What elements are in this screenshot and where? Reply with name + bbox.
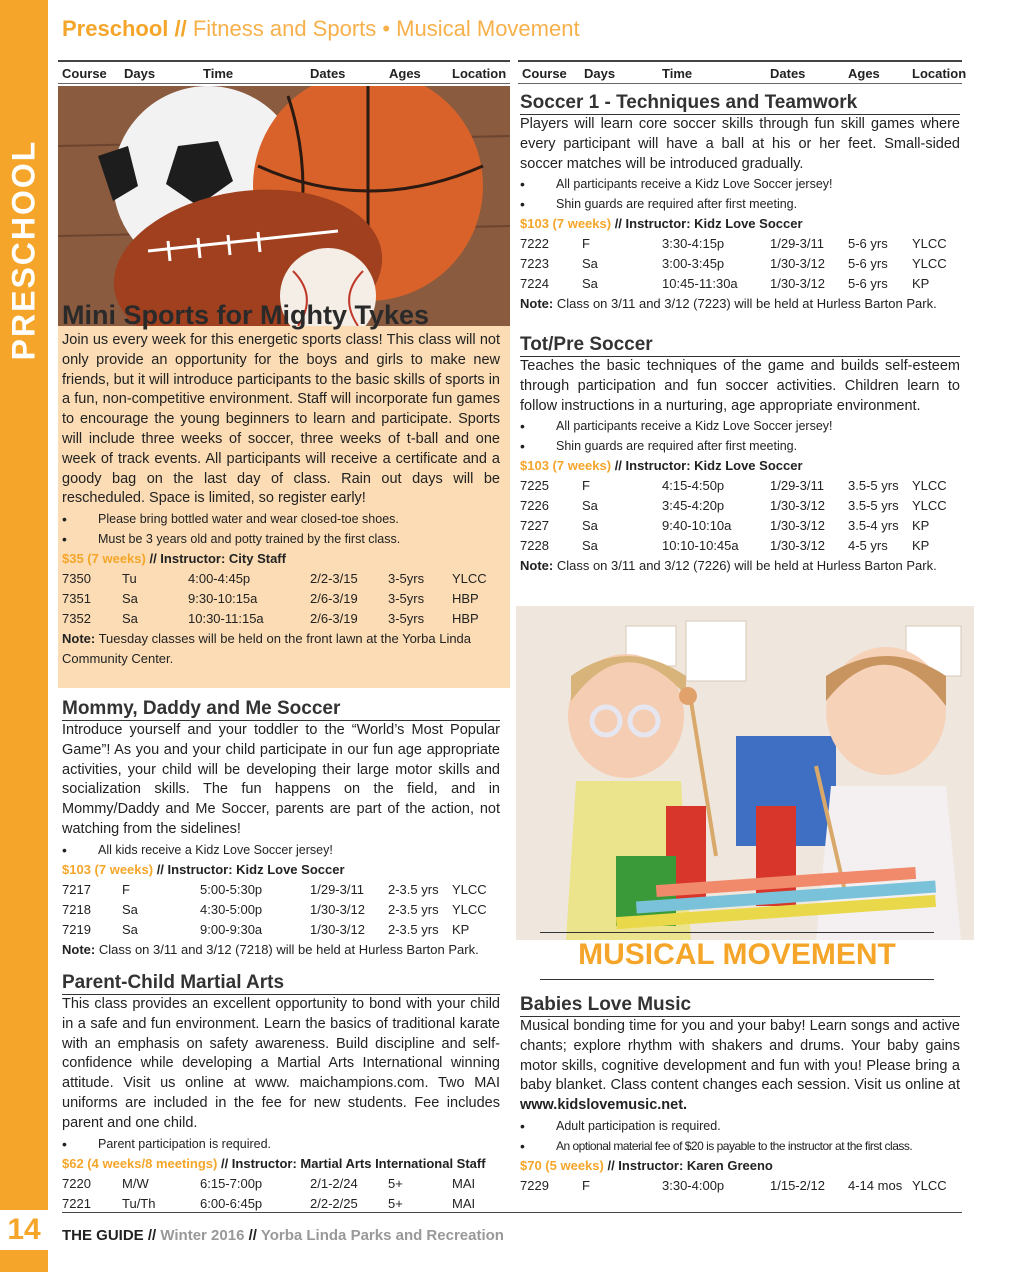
mini-instructor: // Instructor: City Staff: [145, 551, 286, 567]
page-footer: [62, 1212, 962, 1244]
babies-music-title: Babies Love Music: [520, 994, 960, 1017]
mini-sports-desc: Join us every week for this energetic sports class! This class will not only provide an opportunity for the boys and girls to make new friends, but it will introduce participants to the basic skills of sports in a fun, non-competitive environment. Staff will incorporate fun games to encourage the young beginners to learn and participate. Sports will include three weeks of soccer, three weeks of t-ball and one week of track events. All participants will receive a certificate and a goody bag on the last day of class. Rain out days will be rescheduled. Space is limited, so register early!: [62, 332, 500, 507]
mini-sports-title: Mini Sports for Mighty Tykes: [62, 300, 430, 330]
footer-guide: THE GUIDE //: [62, 1227, 157, 1244]
martial-bullet: • Parent participation is required.: [62, 1134, 500, 1154]
babies-music-url: www.kidslovemusic.net.: [520, 1097, 688, 1114]
table-row: 7228 Sa 10:10-10:45a 1/30-3/12 4-5 yrs KP: [520, 538, 930, 554]
table-row: 7350 Tu 4:00-4:45p 2/2-3/15 3-5yrs YLCC: [62, 571, 487, 587]
martial-price-line: $62 (4 weeks/8 meetings) // Instructor: Martial Arts International Staff: [62, 1155, 486, 1171]
soccer1-price-line: $103 (7 weeks) // Instructor: Kidz Love Soccer: [520, 216, 803, 232]
header-subsection: Fitness and Sports • Musical Movement: [186, 16, 580, 41]
babies-price-line: $70 (5 weeks) // Instructor: Karen Greeno: [520, 1157, 773, 1173]
martial-arts-title: Parent-Child Martial Arts: [62, 972, 500, 995]
col-course: Course: [522, 66, 567, 81]
babies-bullet: • An optional material fee of $20 is payable to the instructor at the first class.: [520, 1136, 960, 1156]
mini-note: Note: Tuesday classes will be held on the front lawn at the Yorba Linda Community Center.: [62, 631, 472, 667]
footer-season: Winter 2016: [156, 1227, 249, 1244]
table-row: 7224 Sa 10:45-11:30a 1/30-3/12 5-6 yrs KP: [520, 276, 930, 292]
col-days: Days: [124, 66, 156, 81]
mommy-daddy-section: [62, 698, 500, 960]
tot-soccer-section: [520, 334, 960, 576]
col-location: Location: [452, 66, 507, 81]
tot-bullet: • All participants receive a Kidz Love Soccer jersey!: [520, 416, 960, 436]
mini-sports-section: [62, 300, 500, 669]
table-row: 7351 Sa 9:30-10:15a 2/6-3/19 3-5yrs HBP: [62, 591, 479, 607]
header-section: Preschool //: [62, 16, 187, 41]
col-time: Time: [203, 66, 234, 81]
column-header-right: [518, 60, 967, 84]
table-row: 7219 Sa 9:00-9:30a 1/30-3/12 2-3.5 yrs KP: [62, 921, 470, 937]
soccer1-title: Soccer 1 - Techniques and Teamwork: [520, 92, 960, 115]
mommy-daddy-desc: Introduce yourself and your toddler to the “World’s Most Popular Game”! As you and your child participate in our fun age appropriate activities, your child will be developing their large motor skills and socialization skills. The fun happens on the field, and in Mommy/Daddy and Me Soccer, parents are part of the action, not watching from the sidelines!: [62, 722, 500, 837]
mini-bullet: • Must be 3 years old and potty trained by the first class.: [62, 529, 500, 549]
tot-note: Note: Class on 3/11 and 3/12 (7226) will be held at Hurless Barton Park.: [520, 558, 937, 574]
soccer1-desc: Players will learn core soccer skills through fun skill games where every participant will have a ball at his or her feet. Small-sided soccer matches will be introduced gradually.: [520, 116, 960, 172]
mini-price-line: [62, 549, 500, 569]
mini-bullet: • Please bring bottled water and wear closed-toe shoes.: [62, 509, 500, 529]
footer-org: Yorba Linda Parks and Recreation: [256, 1227, 504, 1244]
soccer1-section: [520, 92, 960, 314]
table-row: 7223 Sa 3:00-3:45p 1/30-3/12 5-6 yrs YLCC: [520, 256, 947, 272]
tot-soccer-title: Tot/Pre Soccer: [520, 334, 960, 357]
footer-sep: //: [248, 1227, 257, 1244]
page-header: [62, 16, 580, 42]
table-row: 7352 Sa 10:30-11:15a 2/6-3/19 3-5yrs HBP: [62, 611, 479, 627]
soccer1-bullet: • All participants receive a Kidz Love Soccer jersey!: [520, 174, 960, 194]
col-dates: Dates: [310, 66, 346, 81]
table-row: 7222 F 3:30-4:15p 1/29-3/11 5-6 yrs YLCC: [520, 236, 947, 252]
col-dates: Dates: [770, 66, 806, 81]
col-course: Course: [62, 66, 107, 81]
table-row: 7227 Sa 9:40-10:10a 1/30-3/12 3.5-4 yrs KP: [520, 518, 930, 534]
babies-music-desc: Musical bonding time for you and your baby! Learn songs and active chants; explore rhythm with shakers and drums. Your baby gains motor skills, cognitive development and fun with you! Please bring a baby blanket. Class content changes each session. Visit us online at www.kidslovemusic.net.: [520, 1018, 960, 1114]
table-row: 7226 Sa 3:45-4:20p 1/30-3/12 3.5-5 yrs YLCC: [520, 498, 947, 514]
table-row: 7221 Tu/Th 6:00-6:45p 2/2-2/25 5+ MAI: [62, 1195, 476, 1211]
mommy-price-line: $103 (7 weeks) // Instructor: Kidz Love Soccer: [62, 861, 345, 877]
tot-soccer-desc: Teaches the basic techniques of the game and builds self-esteem through participation and fun soccer activities. Children learn to follow instructions in a nurturing, age appropriate environment.: [520, 358, 960, 414]
col-ages: Ages: [389, 66, 421, 81]
tot-bullet: • Shin guards are required after first meeting.: [520, 436, 960, 456]
girls-xylophone-photo: [516, 606, 974, 940]
table-row: 7225 F 4:15-4:50p 1/29-3/11 3.5-5 yrs YLCC: [520, 478, 947, 494]
mommy-bullet: • All kids receive a Kidz Love Soccer jersey!: [62, 840, 500, 860]
table-row: 7218 Sa 4:30-5:00p 1/30-3/12 2-3.5 yrs YLCC: [62, 901, 487, 917]
mommy-daddy-title: Mommy, Daddy and Me Soccer: [62, 698, 500, 721]
column-header-left: [58, 60, 510, 84]
page-number: 14: [0, 1210, 48, 1250]
table-row: 7229 F 3:30-4:00p 1/15-2/12 4-14 mos YLCC: [520, 1177, 947, 1193]
martial-arts-desc: This class provides an excellent opportunity to bond with your child in a safe and fun environment. Learn the basics of traditional karate with an emphasis on safety awareness. Build discipline and self-confidence while developing a Martial Arts International winning attitude. Visit us online at www. maichampions.com. Two MAI uniforms are included in the fee for new students. Fee includes parent and one child.: [62, 996, 500, 1131]
sidebar-label: PRESCHOOL: [5, 139, 42, 361]
sidebar-bar: [0, 0, 48, 1272]
table-row: 7217 F 5:00-5:30p 1/29-3/11 2-3.5 yrs YLCC: [62, 881, 487, 897]
mommy-note: Note: Class on 3/11 and 3/12 (7218) will be held at Hurless Barton Park.: [62, 941, 479, 957]
babies-bullet: • Adult participation is required.: [520, 1116, 960, 1136]
martial-arts-section: [62, 972, 500, 1214]
sports-balls-photo: [58, 86, 510, 326]
tot-price-line: $103 (7 weeks) // Instructor: Kidz Love Soccer: [520, 458, 803, 474]
table-row: 7220 M/W 6:15-7:00p 2/1-2/24 5+ MAI: [62, 1175, 476, 1191]
col-location: Location: [912, 66, 967, 81]
mini-price: $35 (7 weeks): [62, 551, 146, 567]
soccer1-note: Note: Class on 3/11 and 3/12 (7223) will be held at Hurless Barton Park.: [520, 296, 937, 312]
musical-movement-heading: MUSICAL MOVEMENT: [540, 932, 934, 980]
col-ages: Ages: [848, 66, 880, 81]
col-time: Time: [662, 66, 693, 81]
col-days: Days: [584, 66, 616, 81]
soccer1-bullet: • Shin guards are required after first meeting.: [520, 194, 960, 214]
babies-music-section: [520, 994, 960, 1196]
